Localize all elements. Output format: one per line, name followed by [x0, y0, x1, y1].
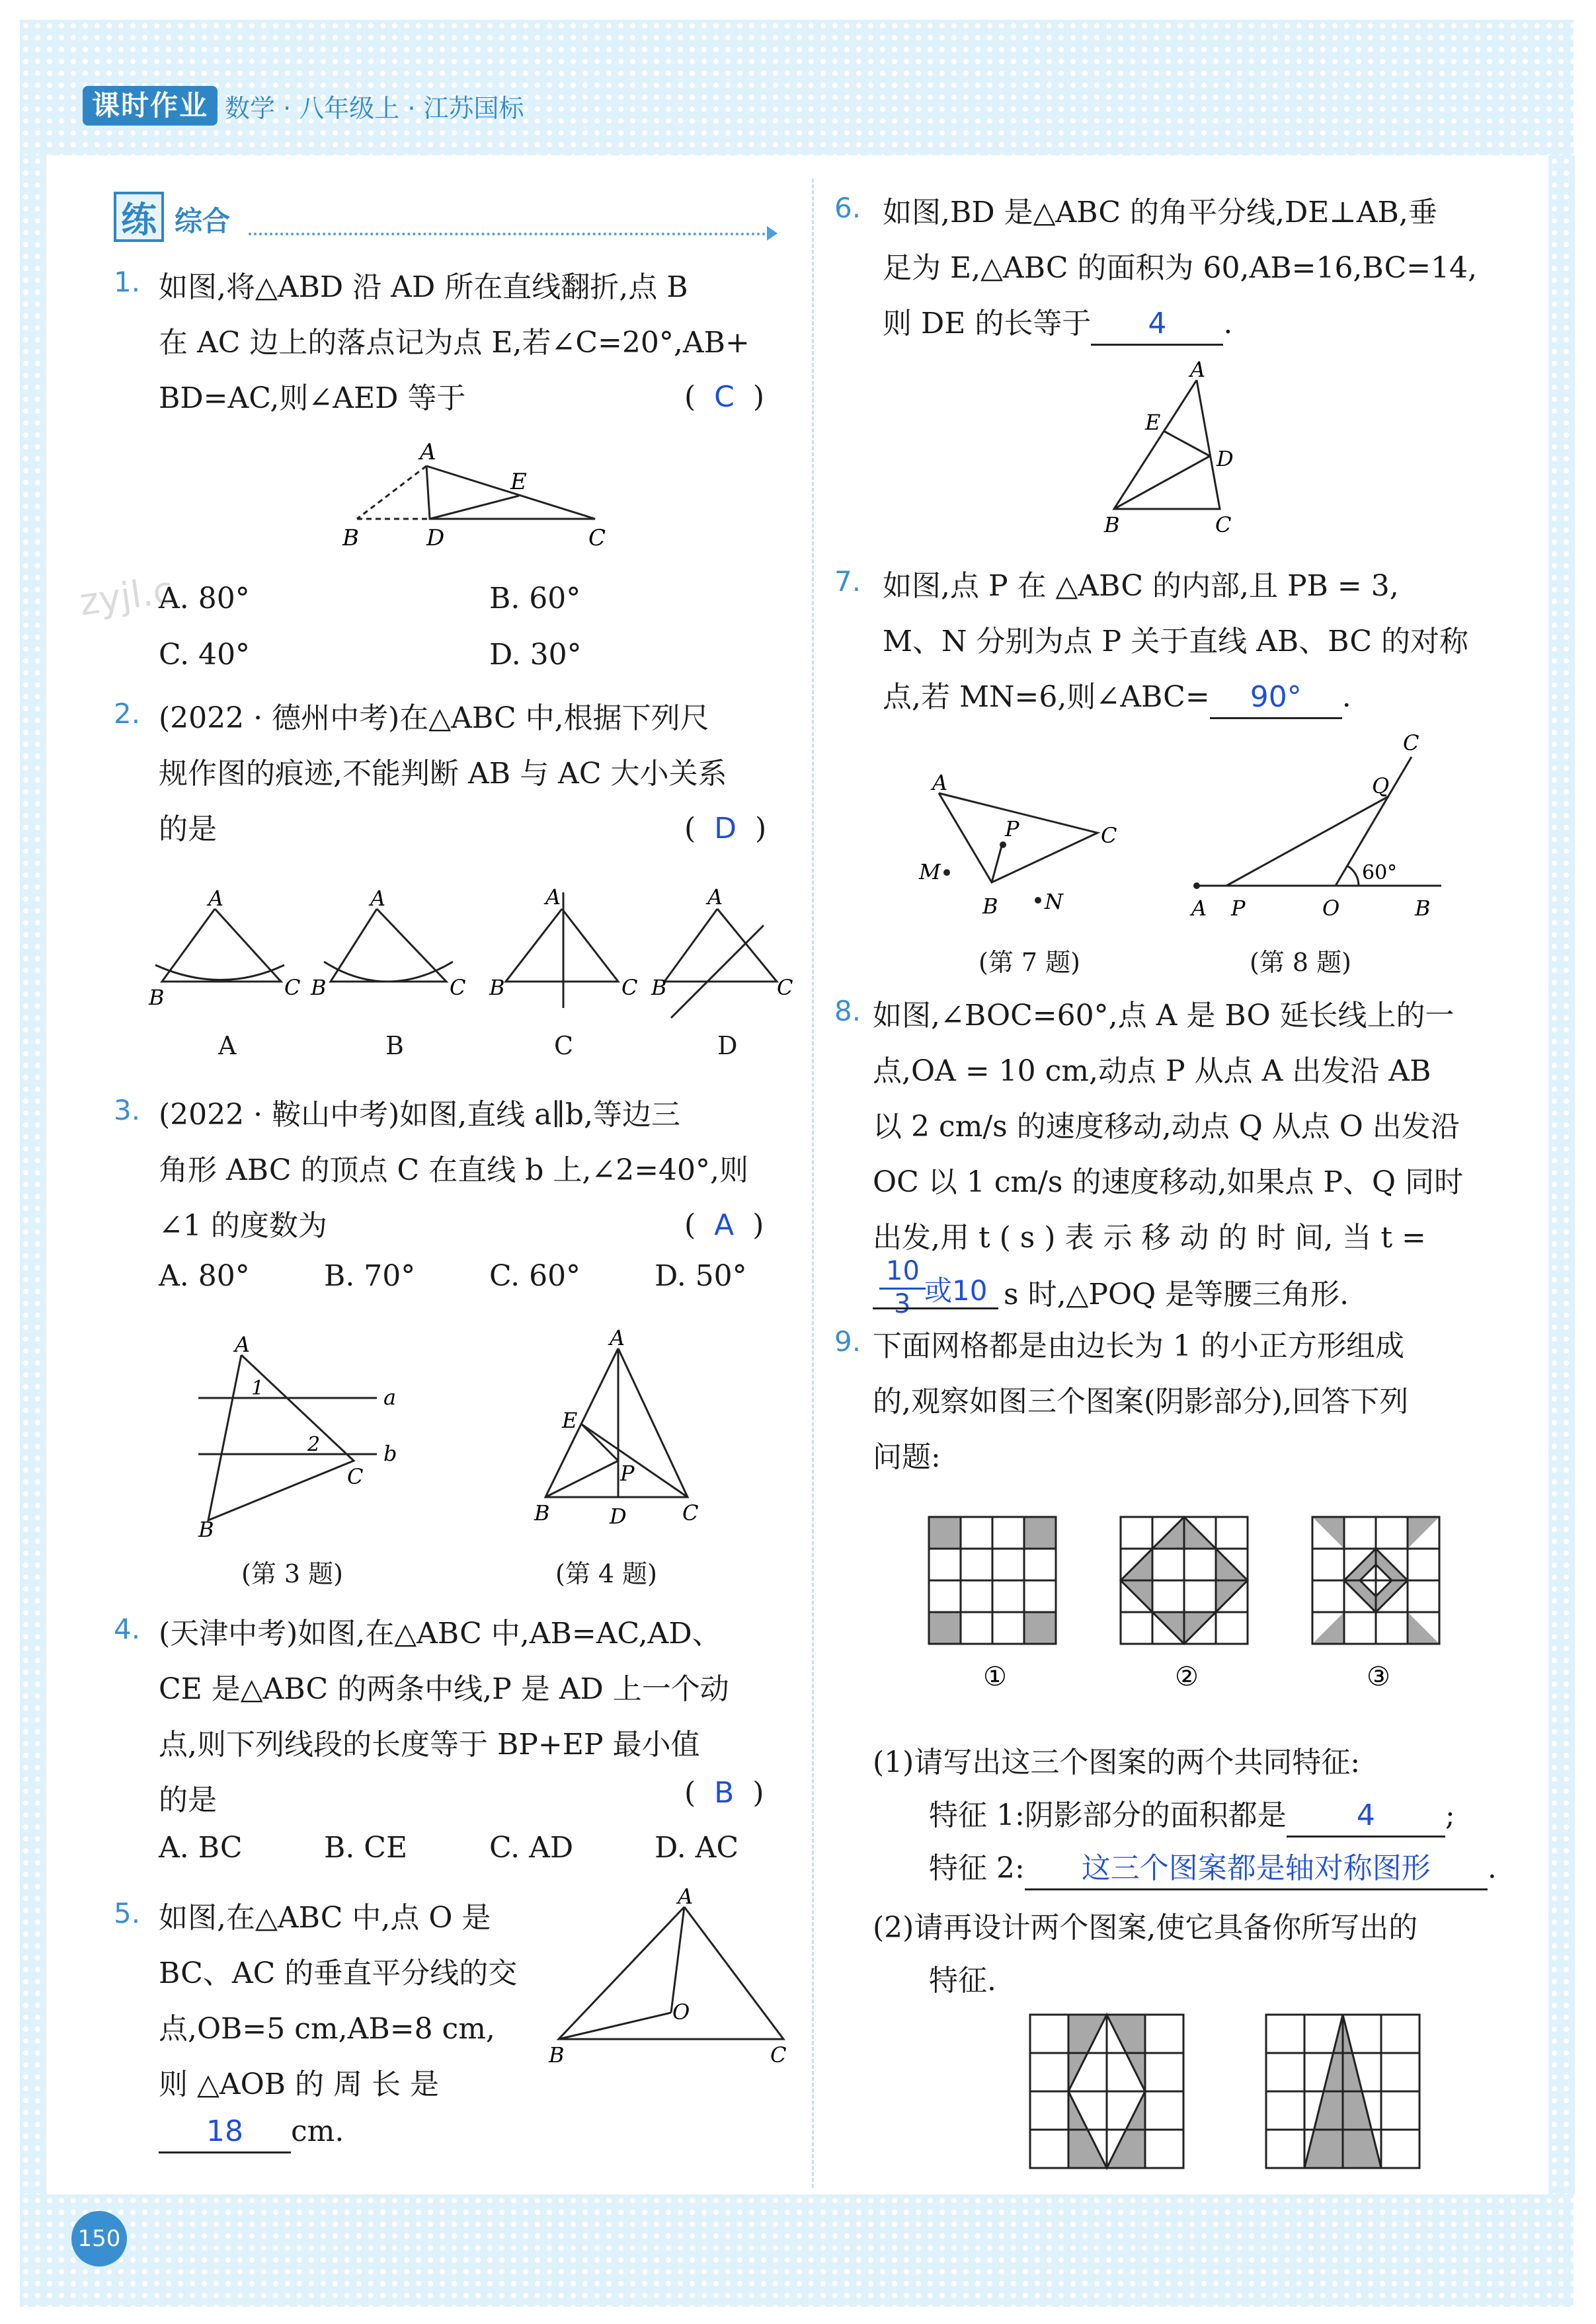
svg-text:B: B: [1104, 512, 1120, 537]
q9-number: 9.: [834, 1325, 861, 1358]
svg-text:A: A: [208, 886, 224, 911]
q7-line: M、N 分别为点 P 关于直线 AB、BC 的对称: [883, 625, 1469, 658]
section-rule: [249, 233, 771, 235]
q3-answer-bracket: [684, 1208, 764, 1242]
svg-text:B: B: [311, 975, 327, 1000]
q5-number: 5.: [114, 1897, 141, 1929]
design-2: [1266, 2015, 1419, 2168]
q4-answer: B: [714, 1776, 735, 1810]
label-B: B: [342, 525, 359, 551]
q1-line: 如图,将△ABD 沿 AD 所在直线翻折,点 B: [159, 270, 688, 304]
q5-answer: 18: [159, 2112, 291, 2153]
q1-option: A. 80°: [159, 582, 250, 615]
svg-text:C: C: [777, 975, 793, 1000]
svg-text:A: A: [370, 886, 386, 911]
q2-fig-caption: D: [717, 1031, 738, 1060]
q4-number: 4.: [114, 1613, 141, 1645]
q5-line: 如图,在△ABC 中,点 O 是: [159, 1901, 491, 1935]
svg-text:B: B: [651, 975, 667, 1000]
q7-line-with-blank: 点,若 MN=6,则∠ABC= 90° .: [883, 673, 1351, 719]
svg-text:C: C: [682, 1500, 699, 1526]
q7-number: 7.: [834, 565, 861, 598]
q5-line: 则 △AOB 的 周 长 是: [159, 2068, 439, 2101]
q2-fig-caption: C: [554, 1031, 574, 1060]
q9-designs: [1025, 2009, 1448, 2181]
q6-line-with-blank: 则 DE 的长等于 4 .: [883, 299, 1232, 346]
q3-line: 角形 ABC 的顶点 C 在直线 b 上,∠2=40°,则: [159, 1153, 749, 1187]
q9-part2-b: 特征.: [929, 1964, 996, 1997]
svg-text:E: E: [562, 1408, 578, 1433]
q2-answer: D: [714, 812, 737, 845]
q7-caption: (第 7 题): [978, 948, 1080, 977]
svg-text:b: b: [383, 1441, 397, 1466]
svg-text:C: C: [770, 2042, 787, 2068]
q1-number: 1.: [114, 266, 141, 298]
label-C: C: [588, 525, 606, 551]
svg-text:P: P: [1231, 896, 1246, 921]
q1-answer: C: [714, 380, 735, 414]
svg-text:D: D: [1217, 446, 1234, 471]
watermark: zyjl.c: [77, 568, 177, 625]
pattern-1: [929, 1517, 1056, 1644]
q4-caption: (第 4 题): [555, 1559, 657, 1588]
q8-answer-denominator: 3: [894, 1289, 911, 1319]
q8-line: 以 2 cm/s 的速度移动,动点 Q 从点 O 出发沿: [873, 1110, 1460, 1143]
design-1: [1030, 2015, 1183, 2168]
q9-line: 的,观察如图三个图案(阴影部分),回答下列: [873, 1385, 1409, 1418]
svg-text:C: C: [1403, 730, 1419, 755]
footer-band: [20, 2194, 1574, 2307]
q7-line: 如图,点 P 在 △ABC 的内部,且 PB = 3,: [883, 569, 1399, 603]
q2-fig-caption: A: [218, 1031, 237, 1060]
svg-text:E: E: [1145, 410, 1161, 435]
q3-line: ∠1 的度数为: [159, 1209, 327, 1243]
q8-number: 8.: [834, 995, 861, 1027]
svg-text:P: P: [620, 1461, 635, 1486]
arrow-icon: [767, 226, 778, 241]
q2-line: 的是: [159, 812, 217, 846]
label-E: E: [510, 469, 527, 495]
q9-part1: (1)请写出这三个图案的两个共同特征:: [873, 1746, 1361, 1779]
feature1-text: 特征 1:阴影部分的面积都是: [929, 1799, 1287, 1832]
q4-option: B. CE: [324, 1831, 408, 1865]
svg-text:B: B: [549, 2042, 565, 2068]
q9-line: 下面网格都是由边长为 1 的小正方形组成: [873, 1329, 1404, 1363]
svg-text:Q: Q: [1372, 773, 1390, 798]
q4-option: A. BC: [159, 1831, 243, 1865]
q9-patterns: [922, 1514, 1464, 1712]
q5-figure: [545, 1884, 810, 2069]
bracket-right: ): [755, 812, 767, 845]
q2-fig-caption: B: [385, 1031, 404, 1060]
section-label: 综合: [175, 205, 231, 237]
q6-answer: 4: [1091, 304, 1223, 346]
q6-number: 6.: [834, 192, 861, 224]
q5-unit: cm.: [291, 2114, 344, 2148]
q2-number: 2.: [114, 697, 141, 730]
q3-option: A. 80°: [159, 1259, 250, 1293]
q4-answer-bracket: [684, 1776, 764, 1810]
q8-answer-numerator: 10: [886, 1256, 920, 1286]
bracket-left: (: [684, 1776, 696, 1810]
svg-text:B: B: [982, 894, 998, 919]
q4-option: D. AC: [655, 1831, 739, 1865]
right-margin-band: [1548, 155, 1575, 2194]
q8-angle: 60°: [1362, 861, 1398, 884]
q1-option: B. 60°: [489, 582, 581, 615]
q5-line: 点,OB=5 cm,AB=8 cm,: [159, 2012, 495, 2046]
label-D: D: [426, 525, 445, 551]
svg-text:B: B: [1415, 896, 1431, 921]
pattern-2: [1121, 1517, 1248, 1644]
svg-text:B: B: [149, 985, 165, 1010]
section-icon: 练: [114, 192, 164, 242]
q8-line: 出发,用 t ( s ) 表 示 移 动 的 时 间, 当 t =: [873, 1221, 1426, 1255]
q9-part2: (2)请再设计两个图案,使它具备你所写出的: [873, 1911, 1418, 1945]
q2-answer-bracket: [684, 812, 766, 845]
q5-line: BC、AC 的垂直平分线的交: [159, 1956, 518, 1990]
q7-answer: 90°: [1210, 678, 1342, 719]
q9-line: 问题:: [873, 1440, 941, 1474]
q3-option: B. 70°: [324, 1259, 416, 1293]
q9-feature2: [929, 1844, 1497, 1890]
svg-text:B: B: [489, 975, 505, 1000]
q8-caption: (第 8 题): [1250, 948, 1351, 977]
svg-text:O: O: [672, 1999, 690, 2025]
q3-option: D. 50°: [655, 1259, 747, 1293]
svg-text:D: D: [610, 1504, 627, 1529]
pattern-3: [1312, 1517, 1439, 1644]
q2-line: 规作图的痕迹,不能判断 AB 与 AC 大小关系: [159, 757, 727, 791]
svg-text:P: P: [1005, 816, 1019, 841]
feature1-end: ;: [1445, 1799, 1455, 1832]
q8-figure: [1177, 727, 1455, 925]
svg-text:C: C: [347, 1464, 364, 1489]
q3-answer: A: [714, 1208, 735, 1242]
q3-number: 3.: [114, 1094, 141, 1126]
q1-option: D. 30°: [489, 638, 582, 672]
feature2-answer: 这三个图案都是轴对称图形: [1025, 1849, 1488, 1890]
bracket-left: (: [684, 812, 696, 845]
q8-line: 如图,∠BOC=60°,点 A 是 BO 延长线上的一: [873, 999, 1455, 1032]
svg-text:A: A: [1191, 896, 1207, 921]
svg-text:B: B: [198, 1517, 214, 1540]
q4-line: 的是: [159, 1783, 217, 1817]
svg-text:C: C: [1101, 823, 1117, 848]
svg-text:1: 1: [251, 1377, 264, 1400]
q6-line: 足为 E,△ABC 的面积为 60,AB=16,BC=14,: [883, 251, 1478, 285]
q3-line: (2022 · 鞍山中考)如图,直线 a∥b,等边三: [159, 1098, 680, 1132]
svg-text:C: C: [1215, 512, 1232, 537]
pattern-label: ③: [1367, 1662, 1390, 1692]
brand-logo: 课时作业: [83, 86, 218, 126]
q4-figure: [529, 1322, 727, 1547]
svg-text:A: A: [707, 884, 723, 910]
svg-text:A: A: [235, 1332, 251, 1357]
q8-line: 点,OA = 10 cm,动点 P 从点 A 出发沿 AB: [873, 1054, 1431, 1088]
q1-line: BD=AC,则∠AED 等于: [159, 381, 466, 415]
q4-line: 点,则下列线段的长度等于 BP+EP 最小值: [159, 1728, 700, 1762]
q6-line: 如图,BD 是△ABC 的角平分线,DE⊥AB,垂: [883, 196, 1437, 229]
q6-line: 则 DE 的长等于: [883, 307, 1092, 340]
svg-text:A: A: [610, 1325, 625, 1350]
bracket-left: (: [684, 1208, 696, 1242]
q4-line: (天津中考)如图,在△ABC 中,AB=AC,AD、: [159, 1617, 721, 1650]
svg-text:N: N: [1045, 889, 1063, 914]
q4-line: CE 是△ABC 的两条中线,P 是 AD 上一个动: [159, 1672, 729, 1706]
q8-answer-alt: 或10: [924, 1274, 988, 1307]
bracket-left: (: [684, 380, 696, 414]
q3-option: C. 60°: [489, 1259, 581, 1293]
q3-figure: [185, 1329, 410, 1540]
feature2-text: 特征 2:: [929, 1851, 1025, 1885]
q9-feature1: [929, 1791, 1455, 1838]
q1-line: 在 AC 边上的落点记为点 E,若∠C=20°,AB+: [159, 326, 750, 360]
q1-answer-bracket: [684, 380, 764, 414]
answer-underline: [873, 1307, 998, 1309]
q6-figure: [1097, 357, 1269, 542]
q2-line: (2022 · 德州中考)在△ABC 中,根据下列尺: [159, 701, 709, 735]
left-margin-band: [20, 155, 46, 2194]
label-A: A: [420, 439, 436, 465]
svg-text:C: C: [621, 975, 638, 1000]
feature1-answer: 4: [1287, 1796, 1445, 1838]
q7-figure: [906, 760, 1144, 932]
feature2-end: .: [1487, 1851, 1497, 1885]
svg-text:a: a: [383, 1385, 397, 1410]
page-number: 150: [71, 2211, 127, 2266]
q8-line: OC 以 1 cm/s 的速度移动,如果点 P、Q 同时: [873, 1165, 1464, 1199]
svg-text:A: A: [1190, 357, 1206, 382]
q8-tail: s 时,△POQ 是等腰三角形.: [1004, 1278, 1349, 1311]
svg-text:B: B: [534, 1500, 550, 1526]
svg-text:A: A: [678, 1884, 694, 1909]
q5-answer-line: [159, 2112, 344, 2153]
pattern-label: ②: [1175, 1662, 1199, 1692]
svg-text:M: M: [919, 859, 941, 884]
svg-text:C: C: [450, 975, 466, 1000]
svg-text:2: 2: [307, 1433, 321, 1456]
q1-option: C. 40°: [159, 638, 251, 672]
q3-caption: (第 3 题): [241, 1559, 343, 1588]
q7-line: 点,若 MN=6,则∠ABC=: [883, 680, 1210, 714]
q1-figure: [331, 430, 628, 562]
svg-text:A: A: [932, 770, 948, 795]
q4-option: C. AD: [489, 1831, 574, 1865]
q2-figures: [142, 879, 803, 1071]
svg-text:A: A: [545, 884, 561, 910]
pattern-label: ①: [983, 1662, 1007, 1692]
book-subtitle: 数学 · 八年级上 · 江苏国标: [225, 94, 524, 123]
bracket-right: ): [752, 1776, 764, 1810]
bracket-right: ): [752, 380, 765, 414]
svg-text:O: O: [1322, 896, 1340, 921]
bracket-right: ): [752, 1208, 764, 1242]
svg-text:C: C: [284, 975, 301, 1000]
column-divider: [812, 178, 814, 2188]
